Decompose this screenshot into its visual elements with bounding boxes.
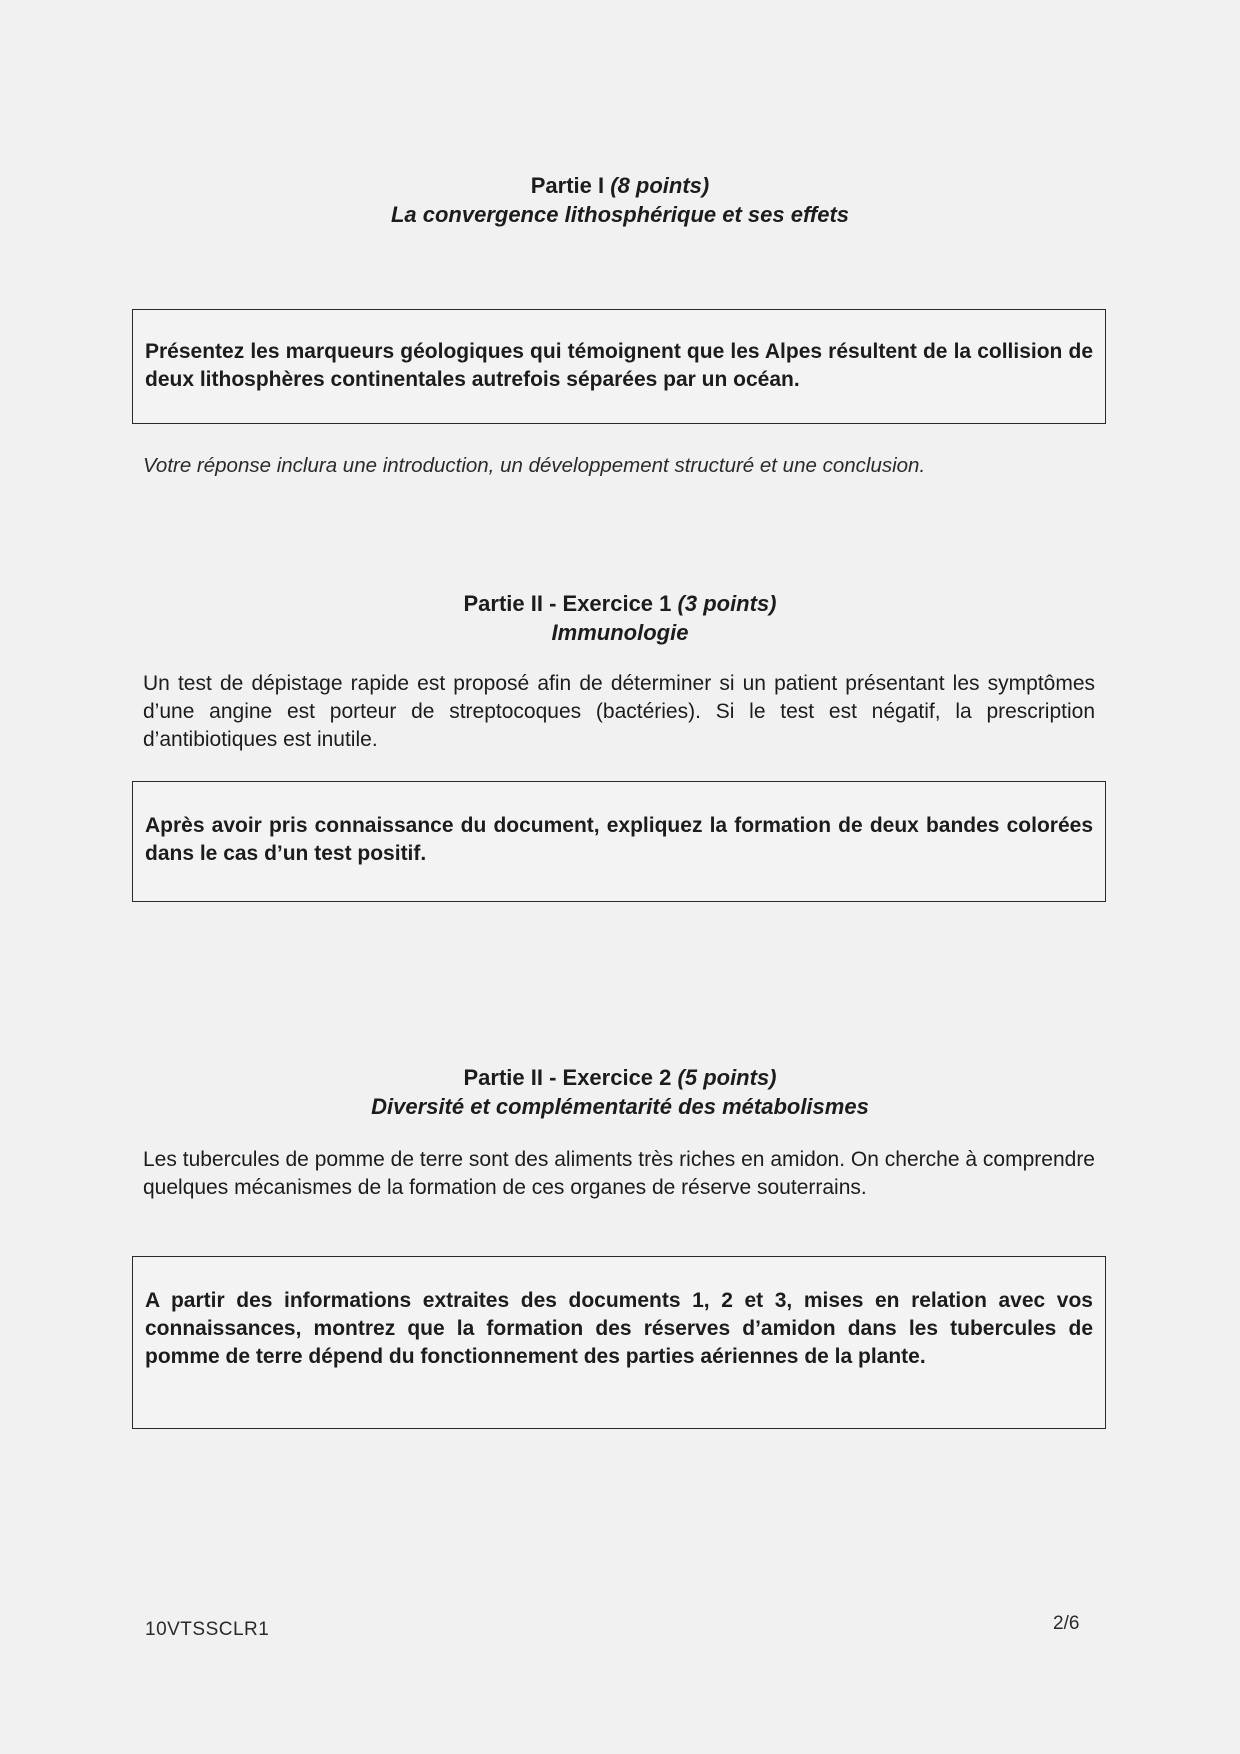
partie2-ex1-heading-block	[0, 589, 1240, 647]
partie1-heading-block	[0, 171, 1240, 229]
partie1-task-box	[132, 309, 1106, 424]
footer-exam-code: 10VTSSCLR1	[145, 1619, 270, 1640]
partie2-ex2-heading-block	[0, 1063, 1240, 1121]
partie1-points: (8 points)	[610, 173, 710, 198]
partie2-ex2-task-text: A partir des informations extraites des documents 1, 2 et 3, mises en relation avec vos connaissances, montrez que la formation des réserves d’amidon dans les tubercules de pomme de terre dépend du fonctionnement des parties aériennes de la plante.	[145, 1289, 1093, 1368]
partie1-instruction: Votre réponse inclura une introduction, un développement structuré et une conclusion.	[143, 454, 926, 477]
partie2-ex1-task-box	[132, 781, 1106, 902]
partie2-ex2-heading: Partie II - Exercice 2 (5 points)	[463, 1065, 777, 1090]
partie2-ex1-task-text: Après avoir pris connaissance du document, expliquez la formation de deux bandes colorées dans le cas d’un test positif.	[145, 814, 1093, 865]
partie2-ex2-subtitle: Diversité et complémentarité des métabolismes	[371, 1094, 869, 1119]
partie2-ex1-subtitle: Immunologie	[551, 620, 689, 645]
partie2-ex1-points: (3 points)	[677, 591, 777, 616]
partie1-subtitle: La convergence lithosphérique et ses effets	[390, 202, 850, 227]
partie2-ex2-task-box	[132, 1256, 1106, 1429]
partie1-task-text: Présentez les marqueurs géologiques qui témoignent que les Alpes résultent de la collision de deux lithosphères continentales autrefois séparées par un océan.	[145, 340, 1093, 391]
partie2-ex2-intro: Les tubercules de pomme de terre sont des aliments très riches en amidon. On cherche à comprendre quelques mécanismes de la formation de ces organes de réserve souterrains.	[143, 1148, 1095, 1199]
partie2-ex1-heading: Partie II - Exercice 1 (3 points)	[463, 591, 777, 616]
partie1-heading: Partie I (8 points)	[530, 173, 710, 198]
partie2-ex2-points: (5 points)	[677, 1065, 777, 1090]
footer-page-number: 2/6	[1053, 1613, 1080, 1634]
partie2-ex1-intro: Un test de dépistage rapide est proposé afin de déterminer si un patient présentant les symptômes d’une angine est porteur de streptocoques (bactéries). Si le test est négatif, la prescription d’antibiotiques est inutile.	[143, 672, 1095, 751]
